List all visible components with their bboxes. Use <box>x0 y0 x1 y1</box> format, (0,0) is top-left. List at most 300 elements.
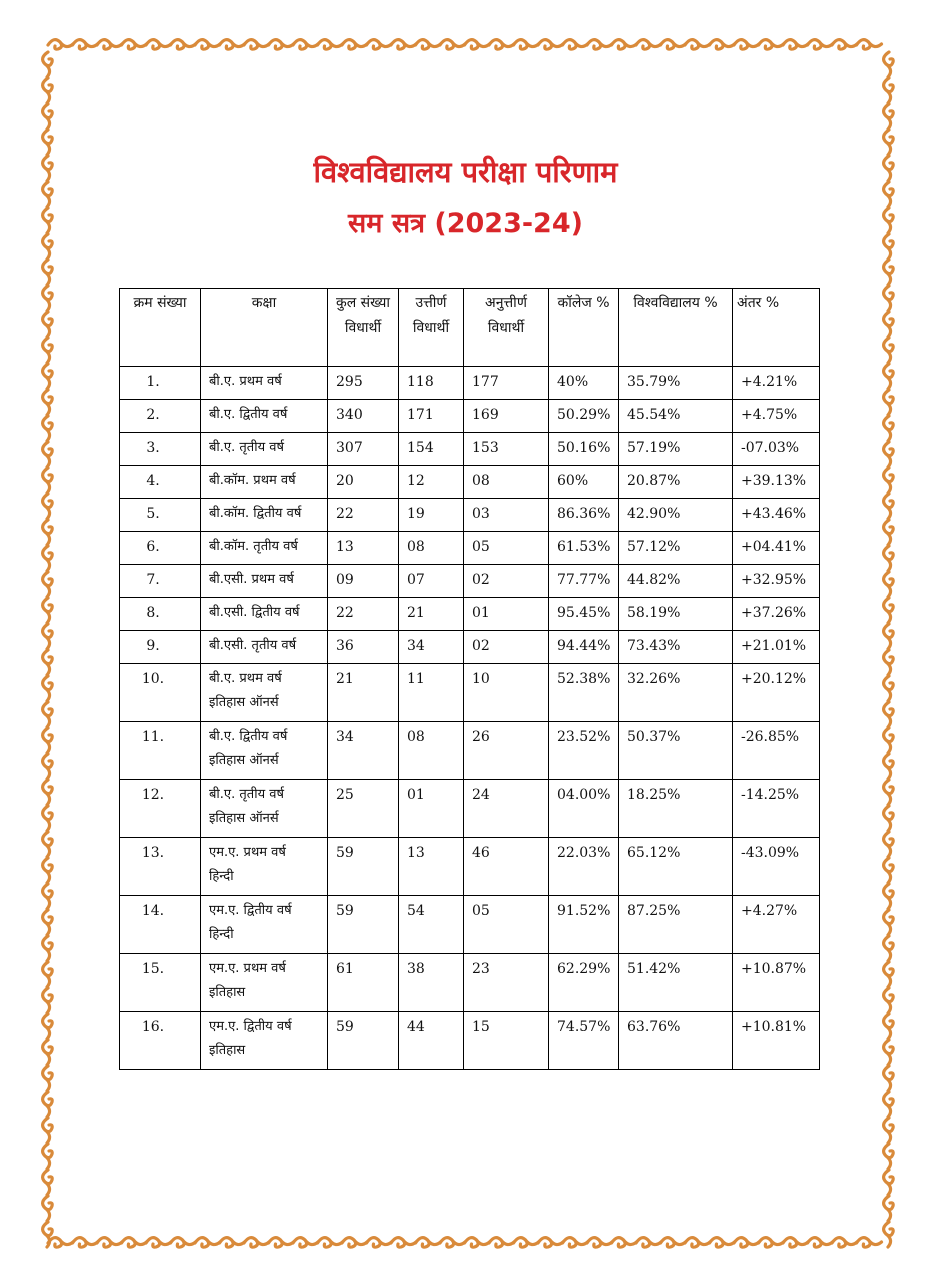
border-scroll <box>318 40 343 50</box>
border-bottom-ornament <box>48 1238 882 1248</box>
border-scroll <box>43 572 53 597</box>
border-scroll <box>146 40 171 50</box>
table-row <box>120 838 820 896</box>
border-scroll <box>857 40 882 50</box>
results-table <box>119 288 820 1070</box>
border-scroll <box>884 1118 894 1143</box>
serial-cell: 1. <box>120 367 201 400</box>
border-scroll <box>884 832 894 857</box>
border-scroll <box>884 1014 894 1039</box>
border-scroll <box>73 1238 98 1248</box>
failed-cell: 02 <box>464 565 549 598</box>
class-cell: बी.एसी. द्वितीय वर्ष <box>201 598 328 631</box>
col-header-difference: अंतर % <box>733 289 820 367</box>
total-cell: 295 <box>328 367 399 400</box>
border-scroll <box>195 1238 220 1248</box>
failed-cell: 01 <box>464 598 549 631</box>
border-scroll <box>293 40 318 50</box>
border-scroll <box>43 104 53 129</box>
border-scroll <box>538 1238 563 1248</box>
failed-cell: 15 <box>464 1012 549 1070</box>
border-scroll <box>43 338 53 363</box>
class-name: एम.ए. प्रथम वर्ष <box>209 961 286 976</box>
difference-cell: +04.41% <box>733 532 820 565</box>
border-scroll <box>269 1238 294 1248</box>
serial-cell: 7. <box>120 565 201 598</box>
border-scroll <box>808 1238 833 1248</box>
border-scroll <box>685 40 710 50</box>
difference-cell: +4.21% <box>733 367 820 400</box>
total-cell: 307 <box>328 433 399 466</box>
university-percent-cell: 50.37% <box>619 722 733 780</box>
border-scroll <box>43 364 53 389</box>
border-scroll <box>244 1238 269 1248</box>
border-scroll <box>884 78 894 103</box>
border-scroll <box>146 1238 171 1248</box>
class-cell <box>201 896 328 954</box>
serial-cell: 16. <box>120 1012 201 1070</box>
border-scroll <box>489 1238 514 1248</box>
table-row <box>120 565 820 598</box>
table-row <box>120 954 820 1012</box>
border-scroll <box>783 1238 808 1248</box>
failed-cell: 177 <box>464 367 549 400</box>
border-scroll <box>416 1238 441 1248</box>
total-cell: 13 <box>328 532 399 565</box>
class-cell <box>201 722 328 780</box>
class-cell: बी.ए. तृतीय वर्ष <box>201 433 328 466</box>
table-row <box>120 722 820 780</box>
class-name: बी.ए. तृतीय वर्ष <box>209 787 284 802</box>
passed-cell: 21 <box>399 598 464 631</box>
class-subject: हिन्दी <box>209 927 234 942</box>
border-scroll <box>122 40 147 50</box>
border-scroll <box>269 40 294 50</box>
difference-cell: +10.87% <box>733 954 820 1012</box>
border-scroll <box>43 1040 53 1065</box>
border-scroll <box>220 1238 245 1248</box>
border-scroll <box>884 806 894 831</box>
college-percent-cell: 23.52% <box>549 722 619 780</box>
college-percent-cell: 22.03% <box>549 838 619 896</box>
difference-cell: +10.81% <box>733 1012 820 1070</box>
table-row <box>120 896 820 954</box>
border-scroll <box>122 1238 147 1248</box>
border-scroll <box>97 40 122 50</box>
border-scroll <box>43 468 53 493</box>
border-scroll <box>171 1238 196 1248</box>
border-scroll <box>489 40 514 50</box>
border-scroll <box>884 364 894 389</box>
failed-cell: 08 <box>464 466 549 499</box>
border-scroll <box>884 52 894 77</box>
total-cell: 21 <box>328 664 399 722</box>
serial-cell: 8. <box>120 598 201 631</box>
passed-cell: 08 <box>399 532 464 565</box>
border-scroll <box>43 884 53 909</box>
failed-cell: 23 <box>464 954 549 1012</box>
border-scroll <box>43 754 53 779</box>
class-cell: बी.ए. प्रथम वर्ष <box>201 367 328 400</box>
border-scroll <box>884 260 894 285</box>
border-scroll <box>43 286 53 311</box>
class-cell: बी.कॉम. प्रथम वर्ष <box>201 466 328 499</box>
border-scroll <box>514 40 539 50</box>
college-percent-cell: 50.16% <box>549 433 619 466</box>
passed-cell: 54 <box>399 896 464 954</box>
border-scroll <box>661 1238 686 1248</box>
border-scroll <box>563 40 588 50</box>
border-scroll <box>195 40 220 50</box>
passed-cell: 01 <box>399 780 464 838</box>
border-scroll <box>884 1040 894 1065</box>
college-percent-cell: 50.29% <box>549 400 619 433</box>
difference-cell: -43.09% <box>733 838 820 896</box>
border-scroll <box>97 1238 122 1248</box>
border-scroll <box>636 1238 661 1248</box>
border-scroll <box>342 40 367 50</box>
college-percent-cell: 62.29% <box>549 954 619 1012</box>
class-cell: बी.एसी. प्रथम वर्ष <box>201 565 328 598</box>
university-percent-cell: 87.25% <box>619 896 733 954</box>
border-scroll <box>43 1144 53 1169</box>
border-scroll <box>43 702 53 727</box>
serial-cell: 15. <box>120 954 201 1012</box>
border-scroll <box>759 1238 784 1248</box>
border-scroll <box>514 1238 539 1248</box>
total-cell: 22 <box>328 499 399 532</box>
border-scroll <box>832 1238 857 1248</box>
col-header-failed: अनुत्तीर्ण विधार्थी <box>464 289 549 367</box>
university-percent-cell: 63.76% <box>619 1012 733 1070</box>
college-percent-cell: 94.44% <box>549 631 619 664</box>
university-percent-cell: 45.54% <box>619 400 733 433</box>
border-scroll <box>73 40 98 50</box>
table-header-row <box>120 289 820 367</box>
border-scroll <box>884 442 894 467</box>
border-scroll <box>220 40 245 50</box>
border-scroll <box>884 676 894 701</box>
passed-cell: 19 <box>399 499 464 532</box>
serial-cell: 4. <box>120 466 201 499</box>
class-cell <box>201 664 328 722</box>
difference-cell: +21.01% <box>733 631 820 664</box>
border-scroll <box>884 338 894 363</box>
border-scroll <box>884 416 894 441</box>
border-scroll <box>808 40 833 50</box>
border-scroll <box>661 40 686 50</box>
border-scroll <box>43 936 53 961</box>
border-scroll <box>587 40 612 50</box>
border-scroll <box>857 1238 882 1248</box>
difference-cell: +43.46% <box>733 499 820 532</box>
col-header-serial: क्रम संख्या <box>120 289 201 367</box>
class-subject: इतिहास <box>209 1043 246 1058</box>
border-scroll <box>367 40 392 50</box>
table-row <box>120 466 820 499</box>
border-scroll <box>884 988 894 1013</box>
university-percent-cell: 73.43% <box>619 631 733 664</box>
university-percent-cell: 35.79% <box>619 367 733 400</box>
border-scroll <box>884 104 894 129</box>
class-cell <box>201 838 328 896</box>
border-scroll <box>884 936 894 961</box>
college-percent-cell: 40% <box>549 367 619 400</box>
col-header-class: कक्षा <box>201 289 328 367</box>
difference-cell: +20.12% <box>733 664 820 722</box>
border-scroll <box>884 702 894 727</box>
table-row <box>120 532 820 565</box>
border-scroll <box>367 1238 392 1248</box>
difference-cell: +37.26% <box>733 598 820 631</box>
border-scroll <box>884 858 894 883</box>
border-scroll <box>884 884 894 909</box>
university-percent-cell: 57.12% <box>619 532 733 565</box>
border-scroll <box>43 1092 53 1117</box>
border-scroll <box>884 650 894 675</box>
border-scroll <box>465 1238 490 1248</box>
total-cell: 25 <box>328 780 399 838</box>
passed-cell: 34 <box>399 631 464 664</box>
border-scroll <box>43 988 53 1013</box>
total-cell: 59 <box>328 838 399 896</box>
border-scroll <box>884 572 894 597</box>
college-percent-cell: 91.52% <box>549 896 619 954</box>
border-scroll <box>43 962 53 987</box>
border-top-ornament <box>48 40 882 50</box>
university-percent-cell: 44.82% <box>619 565 733 598</box>
border-scroll <box>884 962 894 987</box>
border-scroll <box>342 1238 367 1248</box>
class-subject: इतिहास ऑनर्स <box>209 695 279 710</box>
failed-cell: 05 <box>464 896 549 954</box>
border-scroll <box>43 1196 53 1221</box>
border-scroll <box>612 40 637 50</box>
university-percent-cell: 20.87% <box>619 466 733 499</box>
border-scroll <box>43 260 53 285</box>
college-percent-cell: 61.53% <box>549 532 619 565</box>
col-header-college-percent: कॉलेज % <box>549 289 619 367</box>
passed-cell: 171 <box>399 400 464 433</box>
class-subject: हिन्दी <box>209 869 234 884</box>
passed-cell: 118 <box>399 367 464 400</box>
border-scroll <box>43 832 53 857</box>
failed-cell: 05 <box>464 532 549 565</box>
class-name: एम.ए. प्रथम वर्ष <box>209 845 286 860</box>
border-scroll <box>43 1014 53 1039</box>
difference-cell: -26.85% <box>733 722 820 780</box>
difference-cell: +39.13% <box>733 466 820 499</box>
border-scroll <box>884 624 894 649</box>
difference-cell: +4.27% <box>733 896 820 954</box>
border-scroll <box>884 910 894 935</box>
table-row <box>120 499 820 532</box>
border-scroll <box>43 624 53 649</box>
table-row <box>120 1012 820 1070</box>
border-scroll <box>884 1092 894 1117</box>
table-row <box>120 400 820 433</box>
class-name: बी.ए. द्वितीय वर्ष <box>209 729 288 744</box>
passed-cell: 154 <box>399 433 464 466</box>
col-header-passed: उत्तीर्ण विधार्थी <box>399 289 464 367</box>
border-scroll <box>43 442 53 467</box>
border-scroll <box>884 520 894 545</box>
col-header-total: कुल संख्या विधार्थी <box>328 289 399 367</box>
failed-cell: 153 <box>464 433 549 466</box>
college-percent-cell: 74.57% <box>549 1012 619 1070</box>
border-scroll <box>43 728 53 753</box>
class-name: बी.ए. प्रथम वर्ष <box>209 671 282 686</box>
class-cell <box>201 1012 328 1070</box>
failed-cell: 26 <box>464 722 549 780</box>
serial-cell: 12. <box>120 780 201 838</box>
class-name: एम.ए. द्वितीय वर्ष <box>209 1019 292 1034</box>
passed-cell: 38 <box>399 954 464 1012</box>
passed-cell: 44 <box>399 1012 464 1070</box>
failed-cell: 24 <box>464 780 549 838</box>
border-scroll <box>318 1238 343 1248</box>
border-scroll <box>884 286 894 311</box>
total-cell: 59 <box>328 1012 399 1070</box>
passed-cell: 12 <box>399 466 464 499</box>
difference-cell: +4.75% <box>733 400 820 433</box>
class-subject: इतिहास ऑनर्स <box>209 753 279 768</box>
class-cell: बी.ए. द्वितीय वर्ष <box>201 400 328 433</box>
border-scroll <box>391 1238 416 1248</box>
border-scroll <box>832 40 857 50</box>
border-scroll <box>43 1066 53 1091</box>
border-scroll <box>759 40 784 50</box>
border-scroll <box>43 78 53 103</box>
border-scroll <box>884 598 894 623</box>
border-scroll <box>440 40 465 50</box>
serial-cell: 6. <box>120 532 201 565</box>
table-row <box>120 631 820 664</box>
failed-cell: 10 <box>464 664 549 722</box>
total-cell: 59 <box>328 896 399 954</box>
college-percent-cell: 52.38% <box>549 664 619 722</box>
total-cell: 22 <box>328 598 399 631</box>
total-cell: 09 <box>328 565 399 598</box>
passed-cell: 13 <box>399 838 464 896</box>
difference-cell: -14.25% <box>733 780 820 838</box>
college-percent-cell: 95.45% <box>549 598 619 631</box>
border-scroll <box>48 40 73 50</box>
border-scroll <box>884 1222 894 1247</box>
difference-cell: +32.95% <box>733 565 820 598</box>
border-scroll <box>43 416 53 441</box>
border-scroll <box>884 494 894 519</box>
class-cell <box>201 780 328 838</box>
university-percent-cell: 65.12% <box>619 838 733 896</box>
border-scroll <box>43 546 53 571</box>
border-scroll <box>563 1238 588 1248</box>
border-scroll <box>884 1066 894 1091</box>
difference-cell: -07.03% <box>733 433 820 466</box>
border-scroll <box>43 676 53 701</box>
border-scroll <box>884 468 894 493</box>
border-scroll <box>685 1238 710 1248</box>
passed-cell: 08 <box>399 722 464 780</box>
total-cell: 36 <box>328 631 399 664</box>
serial-cell: 14. <box>120 896 201 954</box>
border-scroll <box>171 40 196 50</box>
college-percent-cell: 60% <box>549 466 619 499</box>
border-scroll <box>612 1238 637 1248</box>
border-scroll <box>884 312 894 337</box>
border-scroll <box>43 312 53 337</box>
university-percent-cell: 18.25% <box>619 780 733 838</box>
university-percent-cell: 42.90% <box>619 499 733 532</box>
total-cell: 20 <box>328 466 399 499</box>
border-scroll <box>587 1238 612 1248</box>
border-scroll <box>391 40 416 50</box>
passed-cell: 11 <box>399 664 464 722</box>
table-row <box>120 664 820 722</box>
border-scroll <box>884 1170 894 1195</box>
border-scroll <box>884 1196 894 1221</box>
university-percent-cell: 51.42% <box>619 954 733 1012</box>
border-scroll <box>43 650 53 675</box>
border-scroll <box>43 598 53 623</box>
border-scroll <box>43 858 53 883</box>
page-subtitle: सम सत्र (2023-24) <box>348 208 583 239</box>
failed-cell: 02 <box>464 631 549 664</box>
class-subject: इतिहास <box>209 985 246 1000</box>
college-percent-cell: 86.36% <box>549 499 619 532</box>
university-percent-cell: 57.19% <box>619 433 733 466</box>
college-percent-cell: 04.00% <box>549 780 619 838</box>
border-scroll <box>884 780 894 805</box>
total-cell: 34 <box>328 722 399 780</box>
passed-cell: 07 <box>399 565 464 598</box>
border-scroll <box>43 780 53 805</box>
serial-cell: 5. <box>120 499 201 532</box>
border-scroll <box>416 40 441 50</box>
border-scroll <box>43 520 53 545</box>
class-name: एम.ए. द्वितीय वर्ष <box>209 903 292 918</box>
college-percent-cell: 77.77% <box>549 565 619 598</box>
class-cell: बी.कॉम. तृतीय वर्ष <box>201 532 328 565</box>
border-scroll <box>43 494 53 519</box>
serial-cell: 10. <box>120 664 201 722</box>
border-scroll <box>43 1118 53 1143</box>
border-scroll <box>43 52 53 77</box>
class-cell: बी.एसी. तृतीय वर्ष <box>201 631 328 664</box>
border-scroll <box>884 728 894 753</box>
border-scroll <box>884 1144 894 1169</box>
serial-cell: 9. <box>120 631 201 664</box>
page-title: विश्वविद्यालय परीक्षा परिणाम <box>313 155 618 189</box>
border-scroll <box>734 1238 759 1248</box>
serial-cell: 11. <box>120 722 201 780</box>
col-header-university-percent: विश्वविद्यालय % <box>619 289 733 367</box>
border-scroll <box>783 40 808 50</box>
border-scroll <box>734 40 759 50</box>
border-scroll <box>465 40 490 50</box>
total-cell: 340 <box>328 400 399 433</box>
border-scroll <box>440 1238 465 1248</box>
failed-cell: 46 <box>464 838 549 896</box>
border-scroll <box>48 1238 73 1248</box>
serial-cell: 3. <box>120 433 201 466</box>
border-scroll <box>538 40 563 50</box>
border-scroll <box>710 40 735 50</box>
border-scroll <box>43 806 53 831</box>
table-row <box>120 433 820 466</box>
border-scroll <box>244 40 269 50</box>
border-scroll <box>884 546 894 571</box>
